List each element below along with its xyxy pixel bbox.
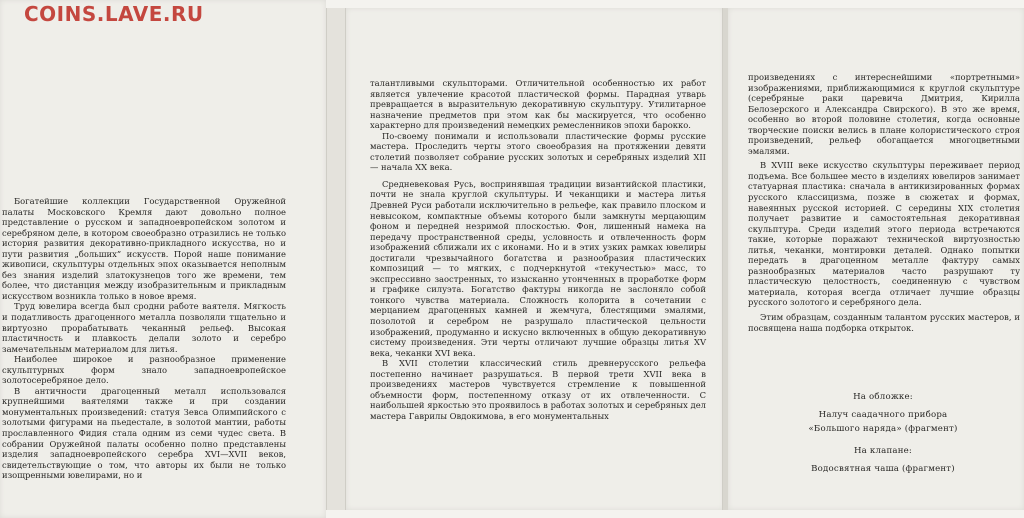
paragraph: талантливыми скульпторами. Отличительной особенностью их работ является увлечение красотой пластической формы. Парадная утварь превращается в выразительную декоративную скульптуру. Утилитарное назначение предметов при этом как бы маскируется, что особенно характерно для произведений немецких ремесленников эпохи барокко. xyxy=(370,78,706,131)
paragraph: Этим образцам, созданным талантом русских мастеров, и посвящена наша подборка открыток. xyxy=(748,312,1020,333)
fold-strip xyxy=(326,8,346,510)
cover-caption-line: «Большого наряда» (фрагмент) xyxy=(808,424,958,434)
right-panel xyxy=(728,8,1024,510)
paragraph: произведениях с интереснейшими «портретными» изображениями, приближающимися к круглой скульптуре (серебряные раки царевича Дмитрия, Кирилла Белозерского и Александра Свирского). В это же время, особенно во второй половине столетия, когда основные творческие поиски велись в плане колористического строя произведений, рельеф обогащается многоцветными эмалями. xyxy=(748,72,1020,156)
right-column-text xyxy=(748,72,1020,333)
paragraph: Средневековая Русь, воспринявшая традиции византийской пластики, почти не знала круглой скульптуры. И чеканщики и мастера литья Древней Руси работали исключительно в рельефе, как правило плоском и невысоком, компактные объемы которого были замкнуты мерцающим фоном и передней незримой плоскостью. Фон, лишенный намека на передачу пространственной среды, условность и отвлеченность форм изображений сближали их с иконами. Но и в этих узких рамках ювелиры достигали чрезвычайного богатства и разнообразия пластических композиций — то мягких, с подчеркнутой «текучестью» масс, то экспрессивно заостренных, то изысканно утонченных в проработке форм и графике силуэта. Богатство фактуры никогда не заслоняло собой тонкого чувства материала. Сложность колорита в сочетании с мерцанием драгоценных камней и жемчуга, блестящими эмалями, позолотой и серебром не разрушало пластической цельности изображений, продуманно и искусно включенных в общую декоративную систему произведения. Эти черты отличают лучшие образцы литья XV века, чеканки XVI века. xyxy=(370,178,706,358)
cover-caption-line: Налуч саадачного прибора xyxy=(818,410,948,420)
flap-caption-line: Водосвятная чаша (фрагмент) xyxy=(811,464,955,474)
paragraph: Труд ювелира всегда был сродни работе ваятеля. Мягкость и податливость драгоценного металла позволяли тщательно и виртуозно прорабатывать чеканный рельеф. Высокая пластичность и плавкость делали золото и серебро замечательным материалом для литья. xyxy=(2,301,286,354)
paragraph: В XVIII веке искусство скульптуры переживает период подъема. Все большее место в изделиях ювелиров занимает статуарная пластика: сначала в антикизированных формах русского классицизма, позже в сюжетах и формах, навеянных русской историей. С середины XIX столетия получает развитие и самостоятельная декоративная скульптура. Среди изделий этого периода встречаются такие, которые поражают технической виртуозностью литья, чеканки, монтировки деталей. Однако попытки передать в драгоценном металле фактуру самых разнообразных материалов часто разрушают ту пластическую целостность, соединенную с чувством материала, которая всегда отличает лучшие образцы русского золотого и серебряного дела. xyxy=(748,160,1020,308)
paragraph: Наиболее широкое и разнообразное применение скульптурных форм знало западноевропейское золотосеребряное дело. xyxy=(2,354,286,386)
cover-caption-heading: На обложке: xyxy=(853,392,913,402)
middle-column-text xyxy=(370,78,706,422)
flap-caption-heading: На клапане: xyxy=(853,446,913,456)
paragraph: По-своему понимали и использовали пластические формы русские мастера. Проследить черты этого своеобразия на протяжении девяти столетий позволяет собрание русских золотых и серебряных изделий XII — начала XX века. xyxy=(370,130,706,173)
paragraph: В античности драгоценный металл использовался крупнейшими ваятелями также и при создании монументальных произведений: статуя Зевса Олимпийского с золотыми фигурами на пьедестале, в золотой мантии, работы прославленного Фидия стала одним из семи чудес света. В собрании Оружейной палаты особенно полно представлены изделия западноевропейского серебра XVI—XVII веков, свидетельствующие о том, что авторы их были не только изощренными ювелирами, но и xyxy=(2,385,286,481)
left-column-text xyxy=(2,196,286,481)
middle-panel xyxy=(346,8,724,510)
left-panel xyxy=(0,0,326,518)
paragraph: В XVII столетии классический стиль древнерусского рельефа постепенно начинает разрушаться. В первой трети XVII века в произведениях мастеров чувствуется стремление к повышенной объемности форм, постепенному отказу от их отвлеченности. С наибольшей яркостью это проявилось в работах золотых и серебряных дел мастера Гаврилы Овдокимова, в его монументальных xyxy=(370,358,706,421)
watermark-logo: COINS.LAVE.RU xyxy=(24,2,204,26)
paragraph: Богатейшие коллекции Государственной Оружейной палаты Московского Кремля дают довольно полное представление о русском и западноевропейском золотом и серебряном деле, в котором своеобразно отразились не только история развития декоративно-прикладного искусства, но и пути развития „больших” искусств. Порой наше понимание живописи, скульптуры отдельных эпох оказывается неполным без знания изделий златокузнецов того же времени, тем более, что дистанция между изобразительным и прикладным искусством возникла только в новое время. xyxy=(2,196,286,301)
